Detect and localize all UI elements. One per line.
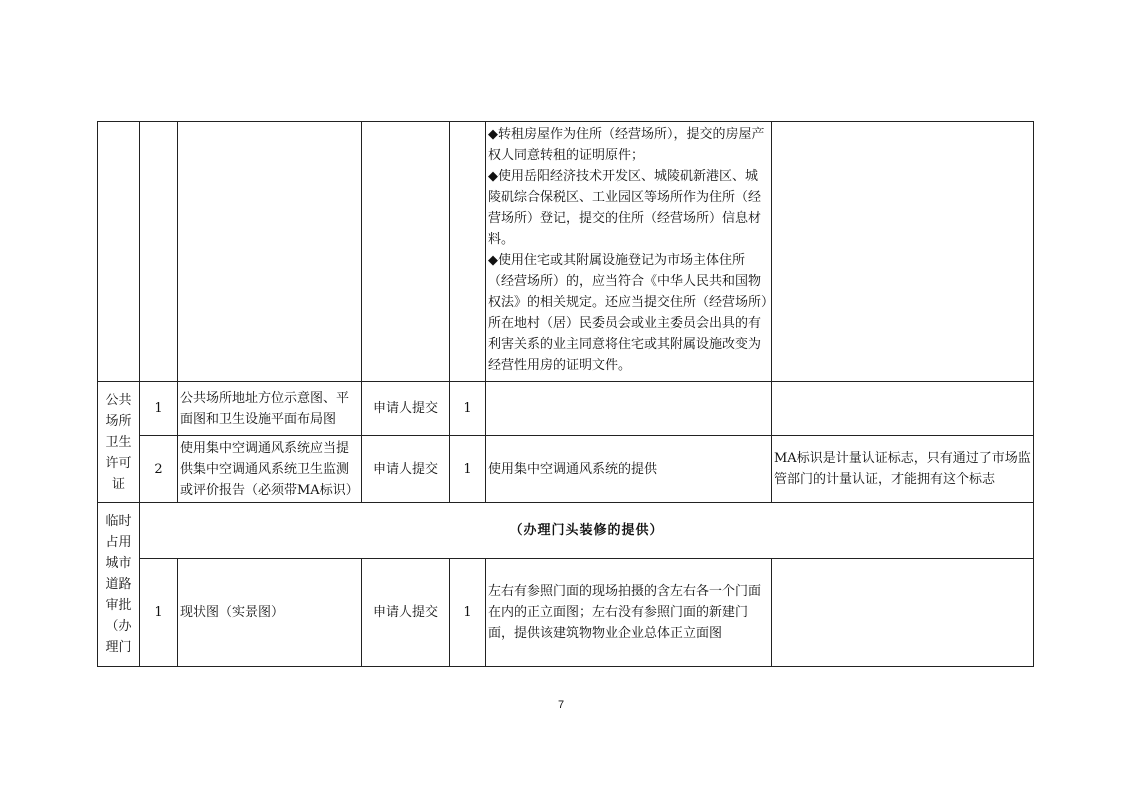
table-row <box>98 503 1034 559</box>
requirement-cell: 使用集中空调通风系统的提供 <box>486 436 772 503</box>
copies-cell: 1 <box>450 559 486 667</box>
table-row <box>98 559 1034 667</box>
requirement-sublet: ◆转租房屋作为住所（经营场所），提交的房屋产权人同意转租的证明原件； <box>488 127 765 163</box>
requirement-cell <box>486 382 772 436</box>
material-cell: 公共场所地址方位示意图、平面图和卫生设施平面布局图 <box>178 382 362 436</box>
number-cell: 1 <box>140 559 178 667</box>
source-cell: 申请人提交 <box>362 559 450 667</box>
category-temporary-road-use: 临时占用城市道路审批（办理门 <box>98 503 140 667</box>
source-cell <box>362 122 450 382</box>
number-cell: 2 <box>140 436 178 503</box>
material-cell: 使用集中空调通风系统应当提供集中空调通风系统卫生监测或评价报告（必须带MA标识） <box>178 436 362 503</box>
category-cell <box>98 122 140 382</box>
material-cell <box>178 122 362 382</box>
table-row <box>98 122 1034 382</box>
notes-cell <box>772 382 1034 436</box>
source-cell: 申请人提交 <box>362 382 450 436</box>
materials-table <box>97 121 1034 667</box>
requirement-cell: 左右有参照门面的现场拍摄的含左右各一个门面在内的正立面图；左右没有参照门面的新建门面，提供该建筑物物业企业总体正立面图 <box>486 559 772 667</box>
page-number: 7 <box>557 699 565 711</box>
category-public-place-hygiene: 公共场所卫生许可证 <box>98 382 140 503</box>
section-heading: （办理门头装修的提供） <box>140 503 1034 559</box>
number-cell <box>140 122 178 382</box>
notes-cell <box>772 559 1034 667</box>
requirements-cell <box>486 122 772 382</box>
number-cell: 1 <box>140 382 178 436</box>
requirement-residential: ◆使用住宅或其附属设施登记为市场主体住所（经营场所）的，应当符合《中华人民共和国物权法》的相关规定。还应当提交住所（经营场所）所在地村（居）民委员会或业主委员会出具的有利害关系的业主同意将住宅或其附属设施改变为经营性用房的证明文件。 <box>488 253 768 373</box>
notes-cell: MA标识是计量认证标志，只有通过了市场监管部门的计量认证，才能拥有这个标志 <box>772 436 1034 503</box>
copies-cell: 1 <box>450 382 486 436</box>
requirement-development-zone: ◆使用岳阳经济技术开发区、城陵矶新港区、城陵矶综合保税区、工业园区等场所作为住所（经营场所）登记，提交的住所（经营场所）信息材料。 <box>488 169 762 247</box>
table-row <box>98 436 1034 503</box>
table-row <box>98 382 1034 436</box>
source-cell: 申请人提交 <box>362 436 450 503</box>
notes-cell <box>772 122 1034 382</box>
material-cell: 现状图（实景图） <box>178 559 362 667</box>
copies-cell: 1 <box>450 436 486 503</box>
copies-cell <box>450 122 486 382</box>
